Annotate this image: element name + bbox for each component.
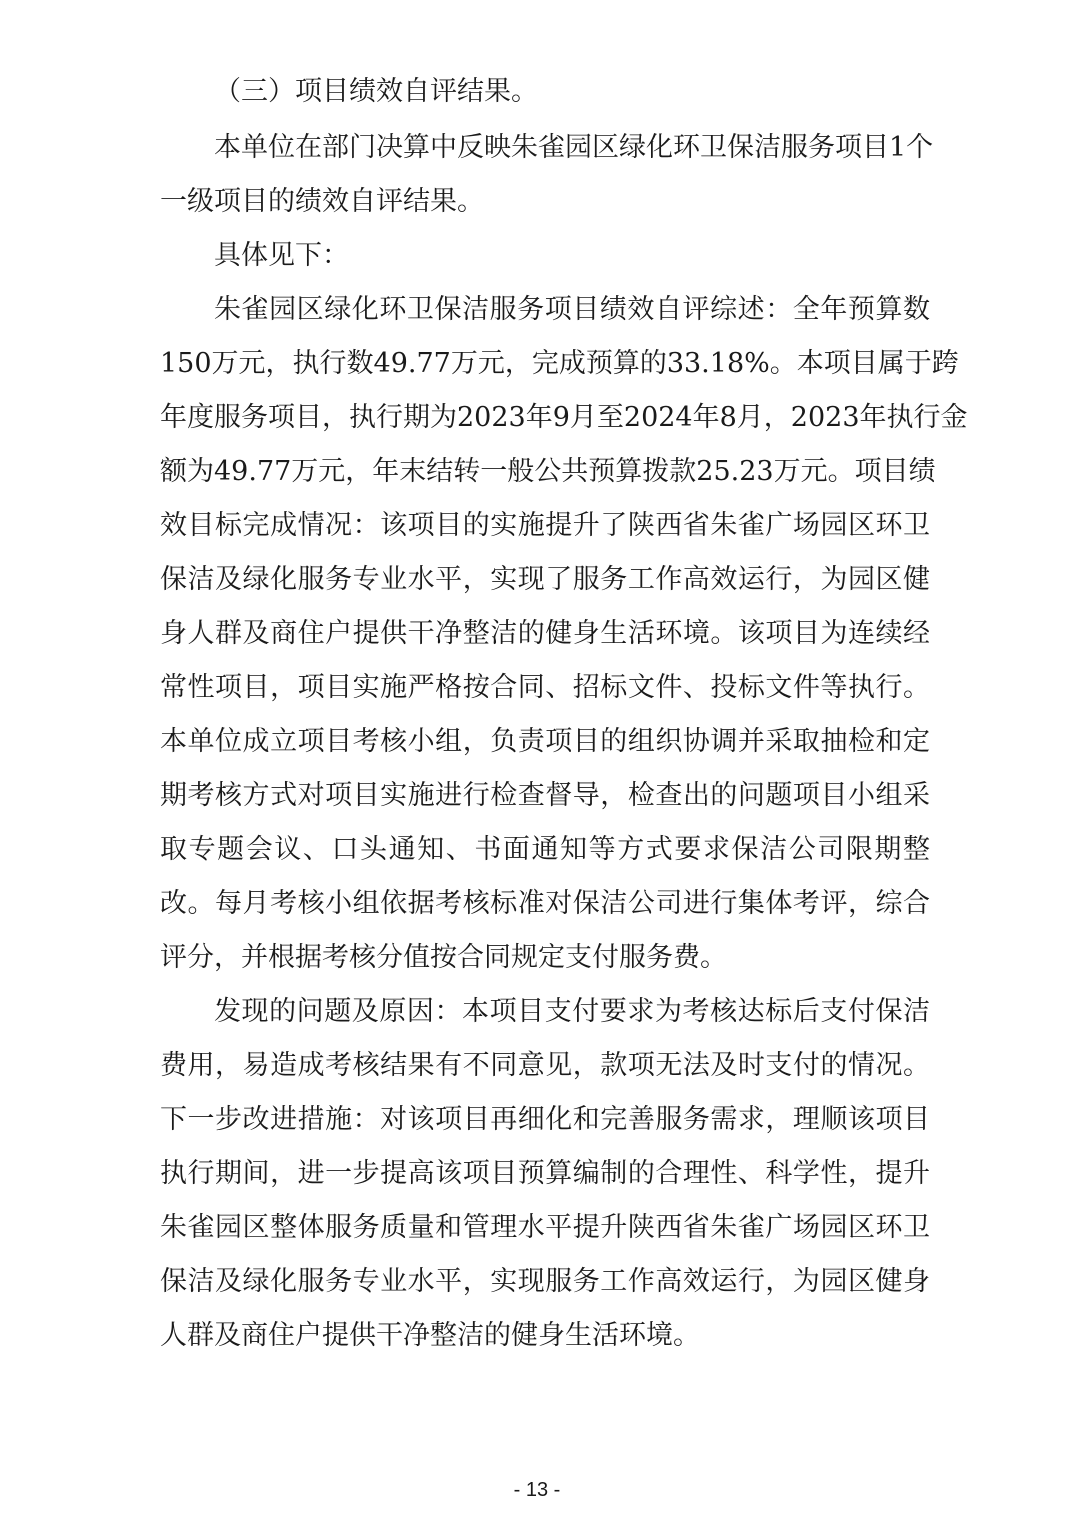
summary-line-9: 本单位成立项目考核小组，负责项目的组织协调并采取抽检和定 <box>160 726 930 757</box>
intro-line-2: 一级项目的绩效自评结果。 <box>160 186 484 217</box>
summary-line-1: 朱雀园区绿化环卫保洁服务项目绩效自评综述：全年预算数 <box>214 294 930 325</box>
problem-line-3: 下一步改进措施：对该项目再细化和完善服务需求，理顺该项目 <box>160 1104 930 1135</box>
problem-line-2: 费用，易造成考核结果有不同意见，款项无法及时支付的情况。 <box>160 1050 930 1081</box>
intro-line-1: 本单位在部门决算中反映朱雀园区绿化环卫保洁服务项目1个 <box>214 132 934 163</box>
summary-line-2: 150万元，执行数49.77万元，完成预算的33.18%。本项目属于跨 <box>160 348 959 379</box>
problem-line-5: 朱雀园区整体服务质量和管理水平提升陕西省朱雀广场园区环卫 <box>160 1212 930 1243</box>
summary-line-13: 评分，并根据考核分值按合同规定支付服务费。 <box>160 942 727 973</box>
problem-line-1: 发现的问题及原因：本项目支付要求为考核达标后支付保洁 <box>214 996 930 1027</box>
summary-line-4: 额为49.77万元，年末结转一般公共预算拨款25.23万元。项目绩 <box>160 456 936 487</box>
problem-line-7: 人群及商住户提供干净整洁的健身生活环境。 <box>160 1320 700 1351</box>
problem-line-4: 执行期间，进一步提高该项目预算编制的合理性、科学性，提升 <box>160 1158 930 1189</box>
summary-line-12: 改。每月考核小组依据考核标准对保洁公司进行集体考评，综合 <box>160 888 930 919</box>
summary-line-7: 身人群及商住户提供干净整洁的健身生活环境。该项目为连续经 <box>160 618 930 649</box>
page-number: - 13 - <box>513 1479 561 1501</box>
summary-line-3: 年度服务项目，执行期为2023年9月至2024年8月，2023年执行金 <box>160 402 968 433</box>
problem-line-6: 保洁及绿化服务专业水平，实现服务工作高效运行，为园区健身 <box>160 1266 930 1297</box>
summary-line-5: 效目标完成情况：该项目的实施提升了陕西省朱雀广场园区环卫 <box>160 510 930 541</box>
section-heading: （三）项目绩效自评结果。 <box>214 76 538 107</box>
summary-line-6: 保洁及绿化服务专业水平，实现了服务工作高效运行，为园区健 <box>160 564 930 595</box>
summary-line-8: 常性项目，项目实施严格按合同、招标文件、投标文件等执行。 <box>160 672 930 703</box>
summary-line-11: 取专题会议、口头通知、书面通知等方式要求保洁公司限期整 <box>160 834 930 865</box>
summary-line-10: 期考核方式对项目实施进行检查督导，检查出的问题项目小组采 <box>160 780 930 811</box>
see-below-line: 具体见下： <box>214 240 349 271</box>
